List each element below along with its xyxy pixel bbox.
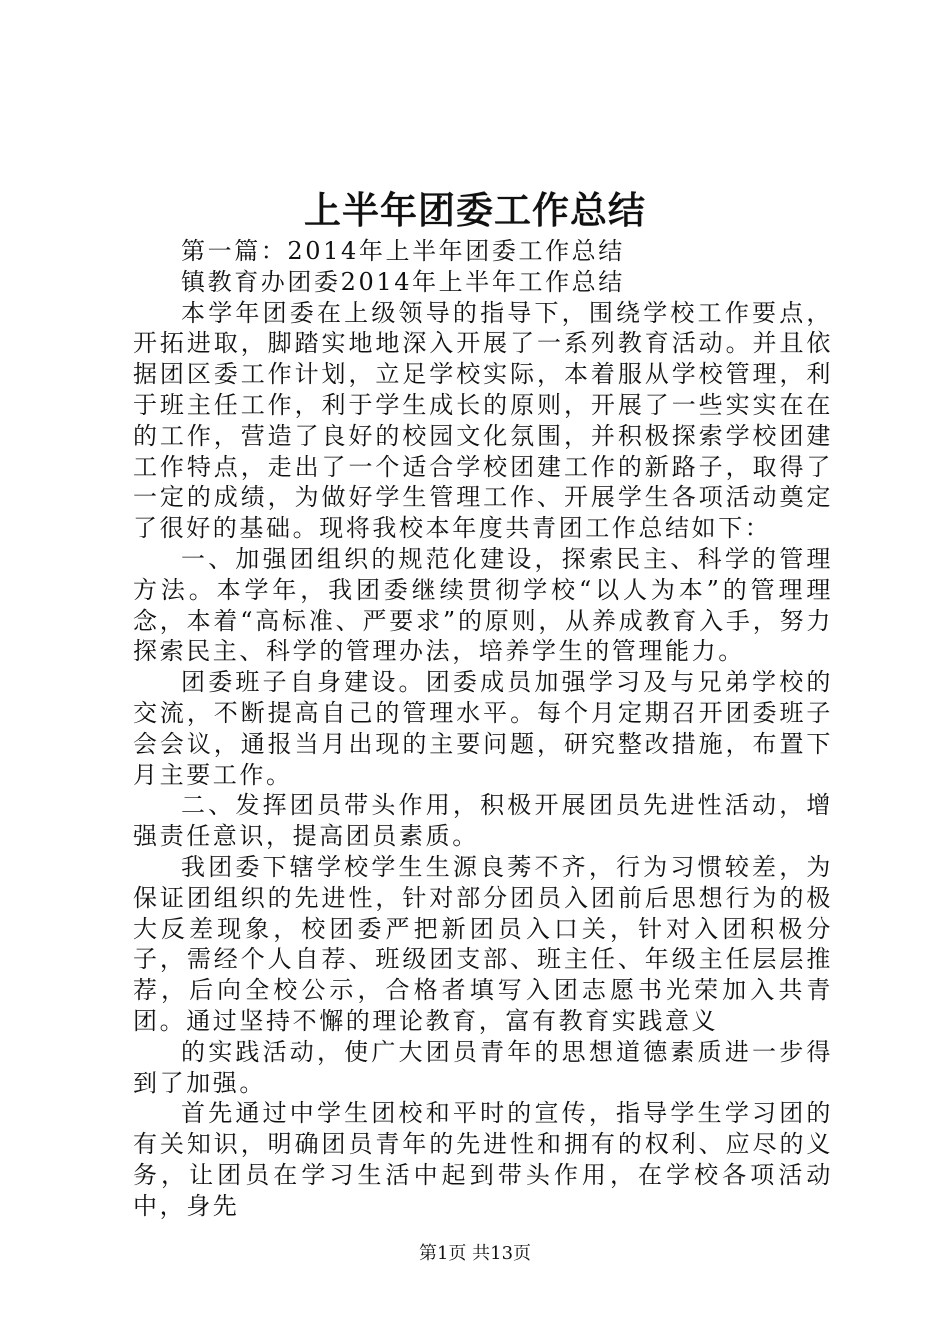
paragraph-point-two: 二、发挥团员带头作用，积极开展团员先进性活动，增强责任意识，提高团员素质。: [133, 791, 833, 851]
document-title: 上半年团委工作总结: [304, 188, 646, 232]
paragraph-practice-activities: 的实践活动，使广大团员青年的思想道德素质进一步得到了加强。: [133, 1037, 833, 1097]
paragraph-member-quality: 我团委下辖学校学生生源良莠不齐，行为习惯较差，为保证团组织的先进性，针对部分团员入团前后思想行为的极大反差现象，校团委严把新团员入口关，针对入团积极分子，需经个人自荐、班级团支部、班主任、年级主任层层推荐，后向全校公示，合格者填写入团志愿书光荣加入共青团。通过坚持不懈的理论教育，富有教育实践意义: [133, 852, 833, 1035]
page-footer: [0, 1241, 950, 1267]
paragraph-first-measure: 首先通过中学生团校和平时的宣传，指导学生学习团的有关知识，明确团员青年的先进性和拥有的权利、应尽的义务，让团员在学习生活中起到带头作用，在学校各项活动中，身先: [133, 1099, 833, 1220]
paragraph-point-one: 一、加强团组织的规范化建设，探索民主、科学的管理方法。本学年，我团委继续贯彻学校“以人为本”的管理理念，本着“高标准、严要求”的原则，从养成教育入手，努力探索民主、科学的管理办法，培养学生的管理能力。: [133, 544, 833, 666]
page-total: 共13页: [472, 1243, 532, 1264]
paragraph-intro: 本学年团委在上级领导的指导下，围绕学校工作要点，开拓进取，脚踏实地地深入开展了一系列教育活动。并且依据团区委工作计划，立足学校实际，本着服从学校管理，利于班主任工作，利于学生成长的原则，开展了一些实实在在的工作，营造了良好的校园文化氛围，并积极探索学校团建工作特点，走出了一个适合学校团建工作的新路子，取得了一定的成绩，为做好学生管理工作、开展学生各项活动奠定了很好的基础。现将我校本年度共青团工作总结如下：: [133, 298, 833, 543]
paragraph-section-heading: 第一篇：2014年上半年团委工作总结: [181, 237, 625, 265]
document-body: [133, 236, 833, 1222]
paragraph-committee-building: 团委班子自身建设。团委成员加强学习及与兄弟学校的交流，不断提高自己的管理水平。每个月定期召开团委班子会会议，通报当月出现的主要问题，研究整改措施，布置下月主要工作。: [133, 668, 833, 789]
page-number: 第1页: [418, 1243, 467, 1264]
paragraph-subtitle: 镇教育办团委2014年上半年工作总结: [181, 267, 625, 296]
